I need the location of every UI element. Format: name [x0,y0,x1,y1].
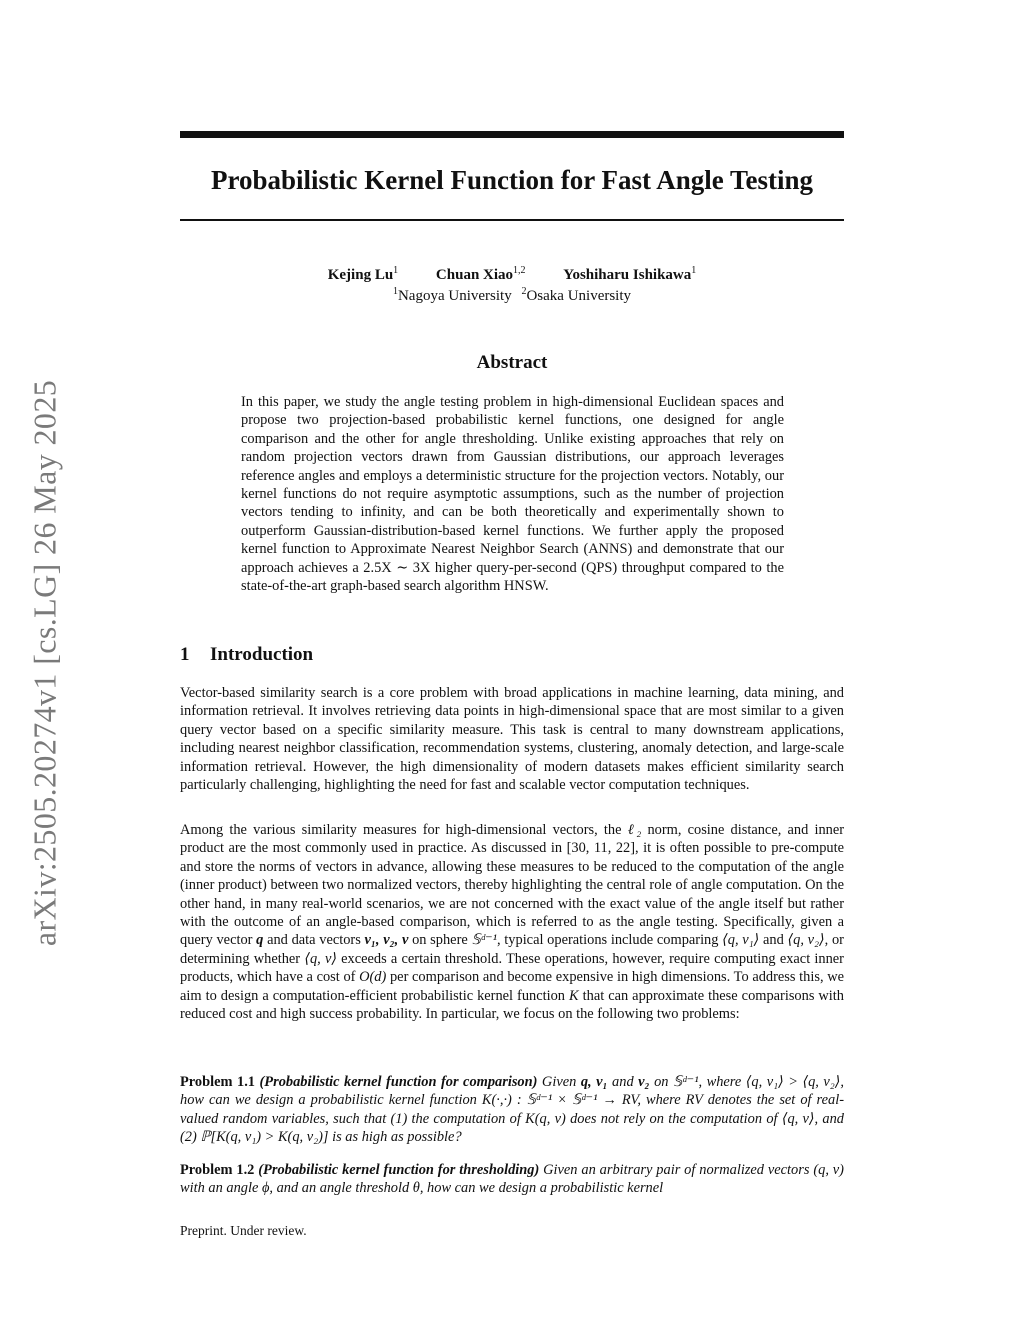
math-sphere: 𝕊ᵈ⁻¹ [673,1074,699,1090]
text-run: does not rely on the computation of [565,1110,782,1127]
problem-name: (Probabilistic kernel function for thresholding) [258,1162,540,1178]
text-run: with an angle [180,1180,262,1197]
math-kernel-qv: K(q, v) [525,1110,566,1127]
math-inequality: ⟨q, v₁⟩ > ⟨q, v₂⟩ [745,1074,841,1090]
math-query-vector: q [256,932,264,949]
text-run: Given [537,1074,581,1090]
text-run: exceeds a certain threshold. These operations, however, require computing exact inner products, which have a cost of [180,950,844,986]
text-run: on [649,1074,673,1090]
text-run: , typical operations include comparing [496,932,723,949]
section-heading-introduction [180,643,313,667]
text-run: and [759,932,788,949]
author-name: Kejing Lu [327,267,394,283]
affiliation-mark: 2 [521,286,527,297]
math-probability-expression: ℙ[K(q, v₁) > K(q, v₂)] [200,1129,329,1146]
math-phi: ϕ [261,1180,270,1197]
author [563,267,696,283]
math-inner-product-q-v: ⟨q, v⟩ [781,1110,815,1127]
math-inner-product-q-v1: ⟨q, v₁⟩ [722,932,760,949]
text-run: Among the various similarity measures for high-dimensional vectors, the [180,822,628,838]
author-list [180,264,844,286]
author-name: Yoshiharu Ishikawa [563,267,692,283]
author-name: Chuan Xiao [435,267,514,283]
math-data-vectors: v₁, v₂, v [364,932,409,949]
author [436,267,526,283]
math-v2: v₂ [638,1074,650,1090]
math-q-v1: q, v₁ [580,1074,608,1090]
preprint-footer: Preprint. Under review. [180,1223,307,1238]
text-run: , or determining whether [180,932,844,967]
author-affiliation-mark: 1 [691,265,697,276]
math-cost: O(d) [359,969,387,986]
math-inner-product-q-v: ⟨q, v⟩ [304,950,337,967]
problem-1-1 [180,1073,844,1147]
text-run: per comparison and become expensive in high dimensions. To address this, we aim to design a computation-efficient probabilistic kernel function [180,969,845,1004]
author [328,267,398,283]
affiliation-list [180,285,844,307]
title-rule-top [180,131,844,138]
math-inner-product-q-v2: ⟨q, v₂⟩ [787,932,825,949]
text-run: , how can we design a probabilistic kernel [419,1180,664,1197]
abstract-heading: Abstract [476,352,548,373]
text-run: and data vectors [263,932,365,949]
text-run: on sphere [408,932,472,949]
text-run: is as high as possible? [328,1129,462,1146]
title-rule-bottom [180,219,844,221]
affiliation [521,288,631,304]
affiliation-name: Nagoya University [397,288,512,304]
text-run: that can approximate these comparisons with reduced cost and high success probability. In particular, we focus on the following two problems: [180,987,845,1023]
text-run: , and an angle threshold [269,1180,413,1197]
problem-label: Problem 1.1 [180,1074,255,1090]
arxiv-identifier-stamp: arXiv:2505.20274v1 [cs.LG] 26 May 2025 [26,379,63,947]
math-theta: θ [412,1180,420,1197]
section-number: 1 [180,644,190,665]
abstract-text: In this paper, we study the angle testing problem in high-dimensional Euclidean spaces and propose two projection-based probabilistic kernel functions, one designed for angle comparison and the other for angle thresholding. Unlike existing approaches that rely on random projection vectors drawn from Gaussian distributions, our approach leverages reference angles and employs a deterministic structure for the projection vectors. Notably, our kernel functions do not require asymptotic assumptions, such as the number of projection vectors tending to infinity, and can be both theoretically and experimentally shown to outperform Gaussian-distribution-based kernel functions. We further apply the proposed kernel function to Approximate Nearest Neighbor Search (ANNS) and demonstrate that our approach achieves a 2.5X ∼ 3X higher query-per-second (QPS) throughput compared to the state-of-the-art graph-based search algorithm HNSW. [241,394,784,595]
math-kernel-signature: K(·,·) : 𝕊ᵈ⁻¹ × 𝕊ᵈ⁻¹ → RV [481,1092,638,1109]
affiliation-mark: 1 [392,286,398,297]
problem-label: Problem 1.2 [180,1162,255,1178]
math-ell2: ℓ₂ [627,822,642,838]
math-sphere: 𝕊ᵈ⁻¹ [471,932,497,949]
math-pair-qv: (q, v) [813,1162,844,1178]
author-affiliation-mark: 1,2 [513,265,526,276]
math-kernel-k: K [569,987,579,1004]
text-run: , and (2) [180,1110,845,1146]
intro-paragraph-2 [180,821,844,1023]
text-run: norm, cosine distance, and inner product are the most commonly used in practice. As discussed in [30, 11, 22], it is often possible to pre-compute and store the norms of vectors in advance, allowing these measures to be reduced to the computation of the angle (inner product) between two normalized vectors, thereby highlighting the central role of angle computation. On the other hand, in many real-world scenarios, we are not concerned with the exact value of the angle itself but rather with the outcome of an angle-based comparison, which is referred to as the angle testing. Specifically, given a query vector [180,822,845,949]
affiliation [393,288,512,304]
text-run: and [607,1074,639,1090]
problem-name: (Probabilistic kernel function for comparison) [259,1074,538,1090]
problem-1-2 [180,1161,844,1198]
affiliation-name: Osaka University [526,288,632,304]
text-run: Given an arbitrary pair of normalized vectors [539,1162,814,1178]
text-run: , how can we design a probabilistic kernel function [180,1074,844,1109]
author-affiliation-mark: 1 [393,265,399,276]
paper-title: Probabilistic Kernel Function for Fast Angle Testing [210,165,814,195]
section-title: Introduction [210,644,314,665]
text-run: , where [698,1074,746,1090]
intro-paragraph-1: Vector-based similarity search is a core problem with broad applications in machine learning, data mining, and information retrieval. It involves retrieving data points in high-dimensional space that are most similar to a given query vector based on a specific similarity measure. This task is central to many downstream applications, including nearest neighbor classification, recommendation systems, clustering, anomaly detection, and large-scale information retrieval. However, the high dimensionality of modern datasets makes efficient similarity search particularly challenging, highlighting the need for fast and scalable vector computation techniques. [180,685,844,794]
text-run: , where RV denotes the set of real-valued random variables, such that (1) the computation of [180,1092,844,1127]
